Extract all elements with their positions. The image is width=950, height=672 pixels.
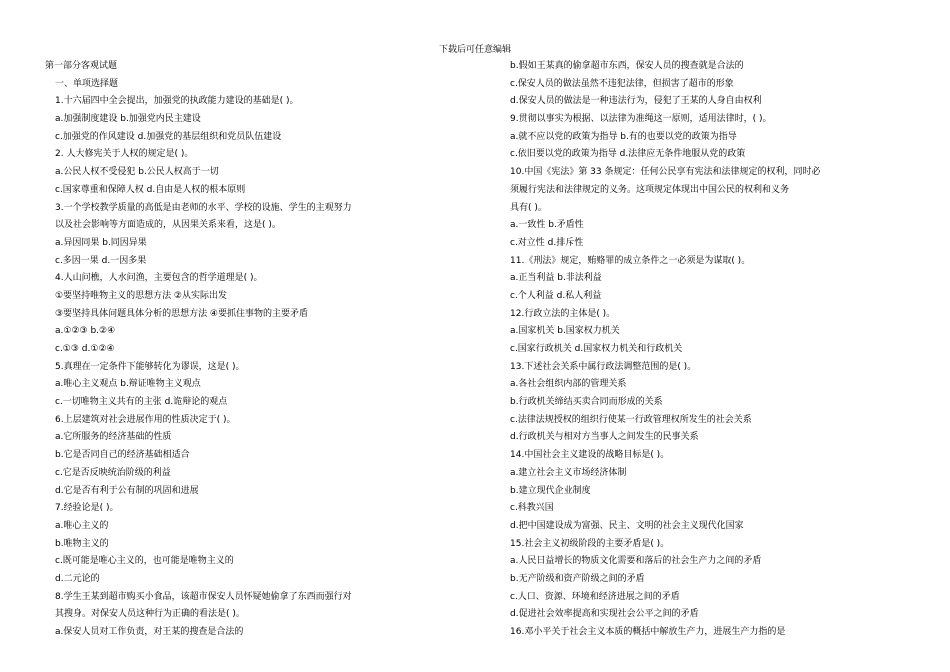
text-line: a.国家机关 b.国家权力机关 (510, 326, 620, 337)
text-line: a.异因同果 b.同因异果 (55, 237, 147, 248)
text-line: a.加强制度建设 b.加强党内民主建设 (55, 114, 201, 125)
text-line: c.既可能是唯心主义的，也可能是唯物主义的 (55, 556, 234, 567)
text-line: a.建立社会主义市场经济体制 (510, 467, 627, 478)
text-line: b.行政机关缔结买卖合同而形成的关系 (510, 397, 663, 408)
text-line: 12.行政立法的主体是( )。 (510, 308, 616, 319)
text-line: a.一致性 b.矛盾性 (510, 220, 584, 231)
text-line: a.它所服务的经济基础的性质 (55, 432, 172, 443)
text-line: a.①②③ b.②④ (55, 326, 116, 337)
text-line: 1.十六届四中全会提出，加强党的执政能力建设的基础是( )。 (55, 96, 299, 107)
text-line: 16.邓小平关于社会主义本质的概括中解放生产力，进展生产力指的是 (510, 627, 786, 637)
text-line: c.人口、资源、环境和经济进展之间的矛盾 (510, 591, 680, 602)
text-line: c.一切唯物主义共有的主张 d.诡辩论的观点 (55, 397, 228, 408)
text-line: c.国家行政机关 d.国家权力机关和行政机关 (510, 344, 683, 354)
left-column (45, 58, 465, 642)
text-line: 6.上层建筑对社会进展作用的性质决定于( )。 (55, 414, 236, 425)
text-line: c.国家尊重和保障人权 d.自由是人权的根本原则 (55, 184, 246, 195)
right-column (510, 58, 930, 642)
text-line: b.唯物主义的 (55, 538, 109, 549)
text-line: a.唯心主义的 (55, 520, 109, 531)
text-line: c.加强党的作风建设 d.加强党的基层组织和党员队伍建设 (55, 131, 282, 142)
text-line: d.保安人员的做法是一种违法行为，侵犯了王某的人身自由权利 (510, 96, 762, 107)
text-line: 一、单项选择题 (55, 78, 119, 89)
text-line: 3.一个学校教学质量的高低是由老师的水平、学校的设施、学生的主观努力 (55, 202, 352, 213)
text-line: c.保安人员的做法虽然不违犯法律，但损害了超市的形象 (510, 78, 734, 89)
text-line: d.把中国建设成为富强、民主、文明的社会主义现代化国家 (510, 520, 744, 531)
text-line: c.个人利益 d.私人利益 (510, 290, 602, 301)
text-line: b.假如王某真的偷拿超市东西，保安人员的搜查就是合法的 (510, 61, 744, 71)
text-line: a.各社会组织内部的管理关系 (510, 379, 627, 390)
text-line: b.无产阶级和资产阶级之间的矛盾 (510, 573, 645, 584)
text-line: 以及社会影响等方面造成的，从因果关系来看，这是( )。 (55, 220, 281, 231)
text-line: 9.贯彻以事实为根据、以法律为准绳这一原则，适用法律时，( )。 (510, 114, 772, 125)
text-line: d.促进社会效率提高和实现社会公平之间的矛盾 (510, 609, 699, 620)
text-line: ③要坚持具体问题具体分析的思想方法 ④要抓住事物的主要矛盾 (55, 308, 308, 319)
text-line: d.它是否有利于公有制的巩固和进展 (55, 485, 199, 496)
text-line: b.建立现代企业制度 (510, 485, 591, 496)
text-line: 11.《刑法》规定，贿赂罪的成立条件之一必须是为谋取( )。 (510, 255, 751, 266)
text-line: a.唯心主义观点 b.辩证唯物主义观点 (55, 379, 201, 390)
text-line: c.对立性 d.排斥性 (510, 237, 584, 248)
text-line: 其搜身。对保安人员这种行为正确的看法是( )。 (55, 609, 245, 620)
text-line: c.它是否反映统治阶级的利益 (55, 467, 171, 478)
text-line: c.科教兴国 (510, 503, 554, 514)
text-line: b.它是否同自己的经济基础相适合 (55, 450, 190, 461)
text-line: c.①③ d.①②④ (55, 344, 115, 354)
text-line: d.二元论的 (55, 573, 100, 584)
text-line: 5.真理在一定条件下能够转化为谬误，这是( )。 (55, 361, 245, 372)
text-line: ①要坚持唯物主义的思想方法 ②从实际出发 (55, 290, 227, 301)
text-line: 8.学生王某到超市购买小食品，该超市保安人员怀疑她偷拿了东西而强行对 (55, 591, 352, 602)
text-line: a.保安人员对工作负责，对王某的搜查是合法的 (55, 627, 244, 637)
text-line: a.正当利益 b.非法利益 (510, 273, 602, 284)
text-line: d.行政机关与相对方当事人之间发生的民事关系 (510, 432, 699, 443)
text-line: c.依旧要以党的政策为指导 d.法律应无条件地服从党的政策 (510, 149, 746, 160)
text-line: 第一部分客观试题 (45, 61, 118, 71)
text-line: 7.经验论是( )。 (55, 503, 119, 514)
text-line: a.人民日益增长的物质文化需要和落后的社会生产力之间的矛盾 (510, 556, 762, 567)
text-line: 2. 人大修宪关于人权的规定是( )。 (55, 149, 194, 160)
page-header: 下载后可任意编辑 (438, 45, 511, 55)
text-line: 须履行宪法和法律规定的义务。这项规定体现出中国公民的权利和义务 (510, 184, 790, 195)
text-line: 13.下述社会关系中属行政法调整范围的是( )。 (510, 361, 697, 372)
text-line: c.法律法规授权的组织行使某一行政管理权所发生的社会关系 (510, 414, 752, 425)
text-line: a.公民人权不受侵犯 b.公民人权高于一切 (55, 167, 219, 178)
text-line: a.就不应以党的政策为指导 b.有的也要以党的政策为指导 (510, 131, 737, 142)
text-line: 具有( )。 (510, 202, 547, 213)
text-line: 15.社会主义初级阶段的主要矛盾是( )。 (510, 538, 670, 549)
text-line: 14.中国社会主义建设的战略目标是( )。 (510, 450, 670, 461)
text-line: 10.中国《宪法》第 33 条规定：任何公民享有宪法和法律规定的权利，同时必 (510, 167, 821, 178)
text-line: c.多因一果 d.一因多果 (55, 255, 147, 266)
text-line: 4.人山问樵，人水问渔，主要包含的哲学道理是( )。 (55, 273, 263, 284)
